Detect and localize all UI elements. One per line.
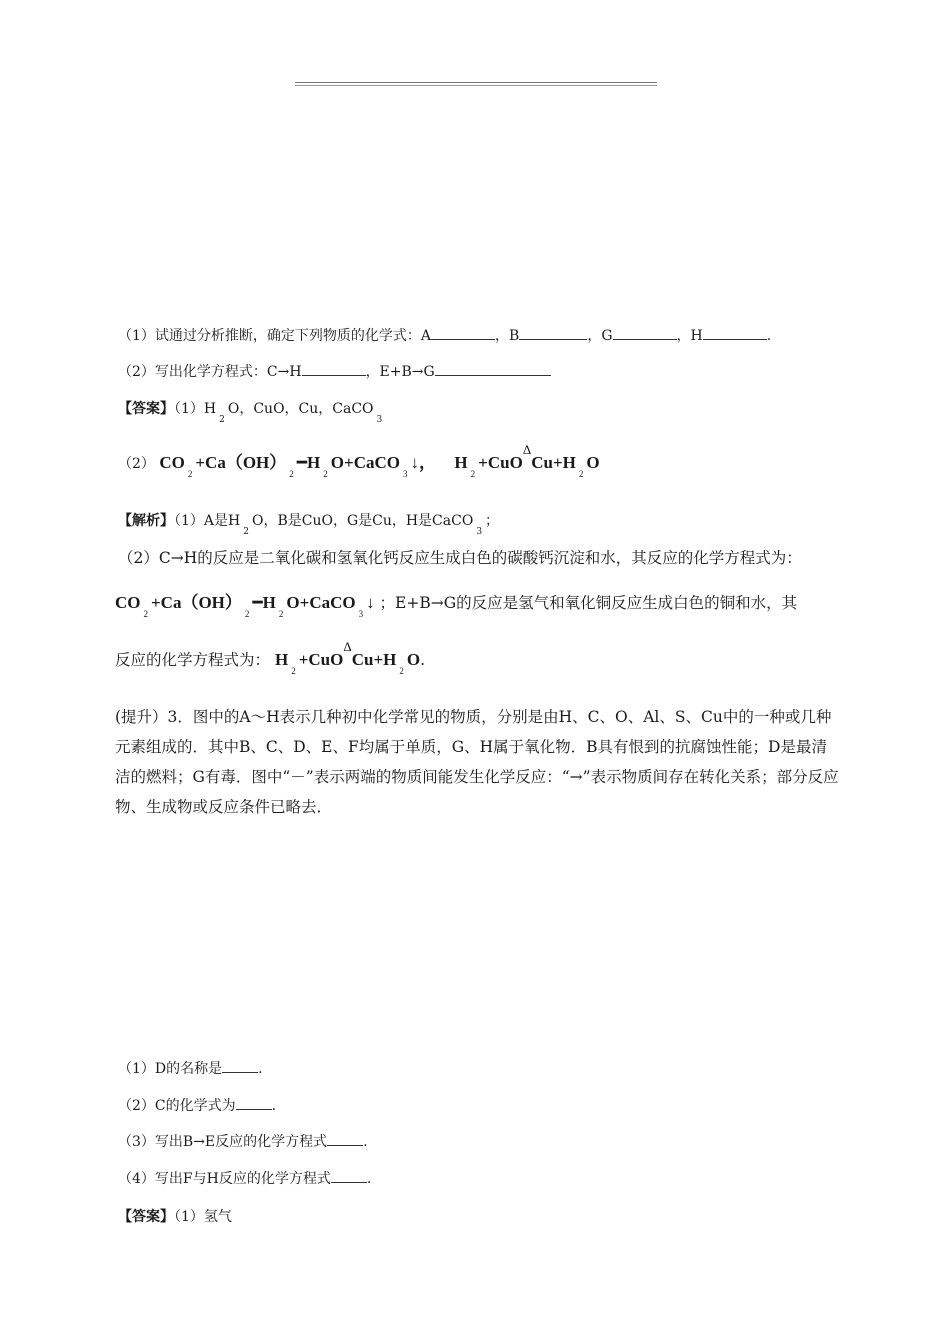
q2-analysis-1: 【解析】（1）A是$H_2O$，B是CuO，G是Cu，H是CaCO$_3$；: [118, 513, 500, 537]
q3-sub-1: （1）D的名称是 .: [118, 1061, 263, 1077]
q2-answer-1: 【答案】$(1)H_2O$，CuO，Cu，CaCO$_3$: [118, 401, 383, 425]
heat-symbol: Δ: [522, 442, 532, 457]
q2-analysis-4: 反应的化学方程式为： $H_2+CuO\Delta Cu+H_2O$.: [115, 639, 426, 676]
q2-part2: （2）写出化学方程式：C→H ，E+B→G: [118, 361, 551, 381]
q2-analysis-3: $CO_2+Ca(OH)_2━H_2O+CaCO_3↓$ ；E+B→G的反应是氢气和氧化铜反应生成白色的铜和水，其: [115, 593, 798, 619]
q2-answer-2: （2） $CO_2+Ca(OH)_2━H_2O+CaCO_3↓$， $H_2+CuO\Delta Cu+H_2O$: [118, 442, 600, 479]
q3-sub-2: （2）C的化学式为 .: [118, 1098, 277, 1114]
q3-answer: 【答案】（1）氢气: [118, 1209, 232, 1225]
heat-symbol: Δ: [343, 639, 352, 654]
equation-h2-cuo: $H_2+CuO\Delta Cu+H_2O$: [454, 442, 600, 479]
q3-sub-4: （4）写出F与H反应的化学方程式 .: [118, 1171, 372, 1187]
q3-intro: (提升）3．图中的A～H表示几种初中化学常见的物质，分别是由H、C、O、Al、S、Cu中的一种或几种元素组成的．其中B、C、D、E、F均属于单质，G、H属于氧化物．B具有恨到的抗腐蚀性能；D是最清洁的燃料；G有毒．图中“－”表示两端的物质间能发生化学反应：“→”表示物质间存在转化关系；部分反应物、生成物或反应条件已略去．: [115, 708, 839, 816]
q2-part1: （1）试通过分析推断，确定下列物质的化学式：A ，B ，G ，H .: [118, 328, 772, 344]
equation-co2-limewater: $CO_2+Ca(OH)_2━H_2O+CaCO_3↓$，: [159, 453, 436, 479]
header-rule: [295, 82, 657, 86]
q3-sub-3: （3）写出B→E反应的化学方程式 .: [118, 1134, 368, 1150]
q2-analysis-2: （2）C→H的反应是二氧化碳和氢氧化钙反应生成白色的碳酸钙沉淀和水，其反应的化学方程式为：: [118, 549, 802, 567]
